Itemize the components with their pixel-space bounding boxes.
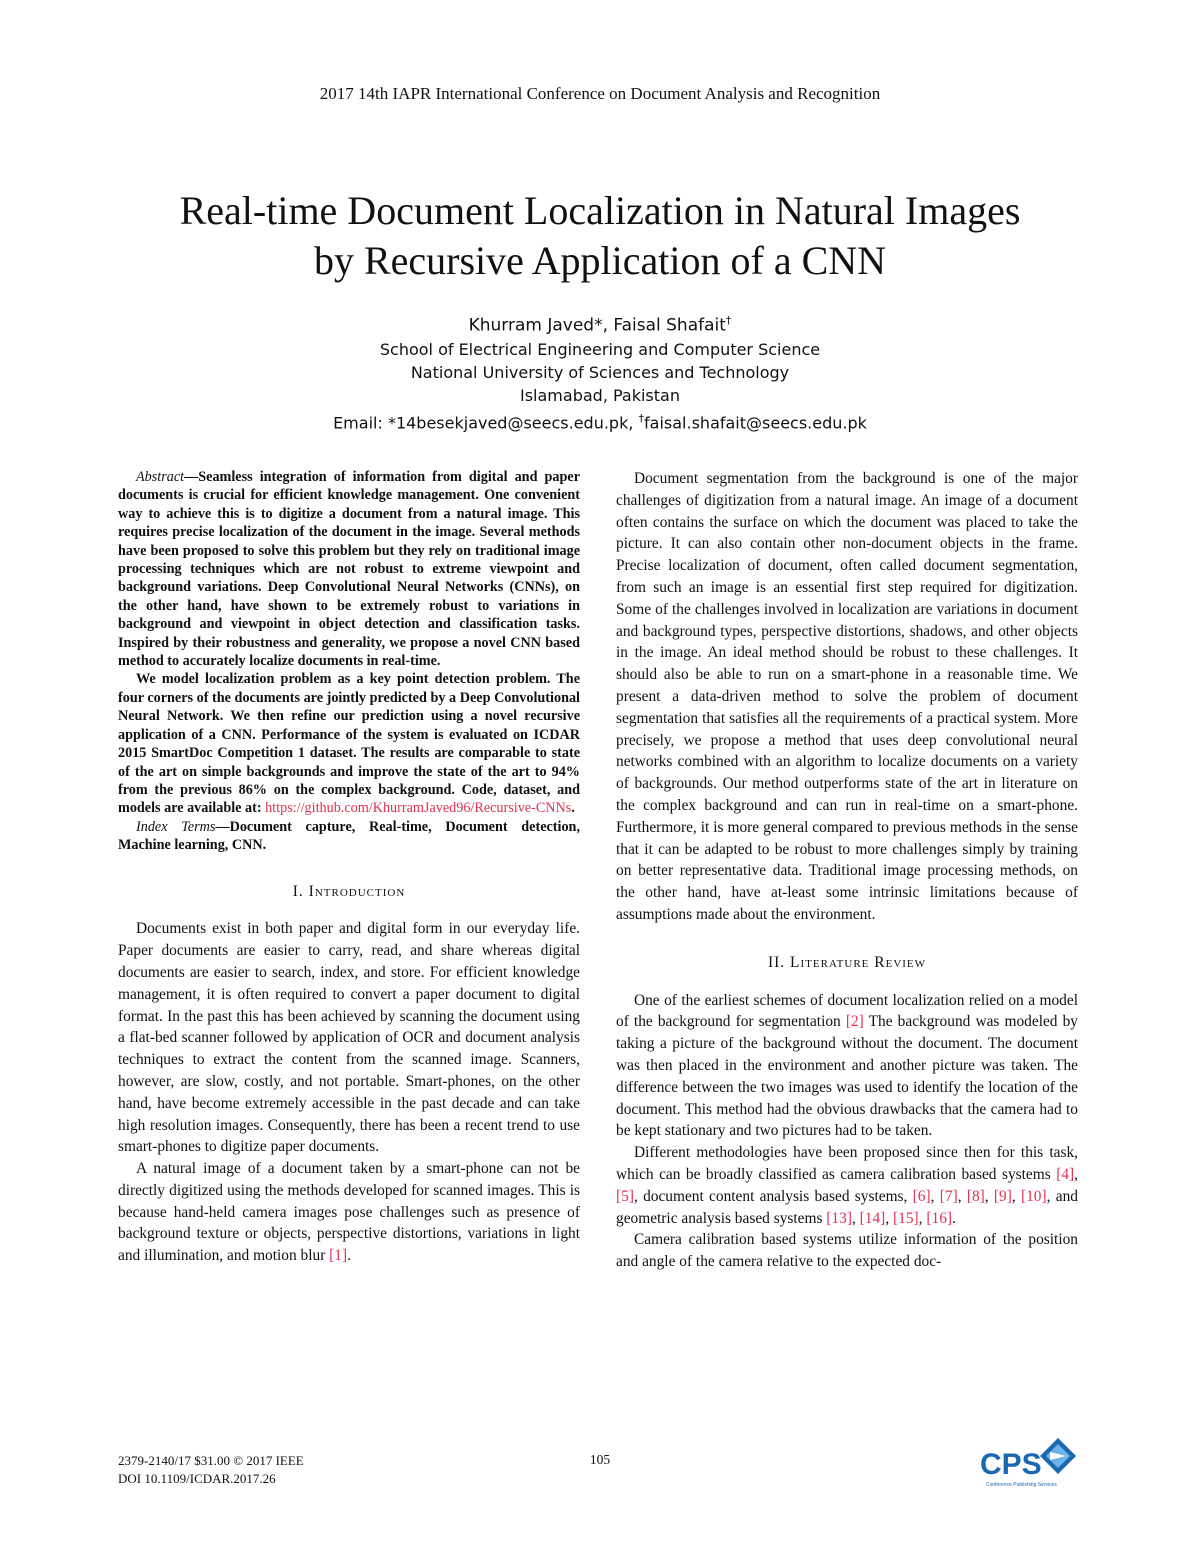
- author-block: [0, 309, 1200, 434]
- citation-9[interactable]: [9]: [993, 1187, 1012, 1205]
- abstract-paragraph-1: Abstract—Seamless integration of information from digital and paper documents is crucial for efficient knowledge management. One convenient way to achieve this is to digitize a document from a natural image. This requires precise localization of the document in the image. Several methods have been proposed to solve this problem but they rely on traditional image processing techniques which are not robust to extreme viewpoint and background variations. Deep Convolutional Neural Networks (CNNs), on the other hand, have shown to be extremely robust to variations in background and viewpoint in object detection and classification tasks. Inspired by their robustness and generality, we propose a novel CNN based method to accurately localize documents in real-time.: [118, 469, 580, 670]
- affiliation-university: National University of Sciences and Technology: [410, 362, 790, 382]
- citation-13[interactable]: [13]: [826, 1209, 852, 1227]
- citation-4[interactable]: [4]: [1056, 1165, 1075, 1183]
- cps-logo-icon: [978, 1434, 1080, 1494]
- lit-paragraph-2: Different methodologies have been proposed since then for this task, which can be broadly classified as camera calibration based systems [4], [5], document content analysis based systems, [6], [7], [8], [9], [10], and geometric analysis based systems [13], [14], [15], [16].: [616, 1144, 1078, 1227]
- index-terms-label: Index Terms: [136, 818, 216, 835]
- citation-15[interactable]: [15]: [893, 1209, 919, 1227]
- citation-10[interactable]: [10]: [1020, 1187, 1047, 1205]
- citation-6[interactable]: [6]: [912, 1187, 931, 1205]
- affiliation-school: School of Electrical Engineering and Computer Science: [379, 339, 821, 359]
- right-column: [616, 468, 1078, 1273]
- citation-5[interactable]: [5]: [616, 1187, 634, 1205]
- abstract: [118, 468, 580, 855]
- intro-paragraph-2: A natural image of a document taken by a smart-phone can not be directly digitized using the methods developed for scanned images. This is because hand-held camera images pose challenges such as presence of background texture or objects, perspective distortions, variations in light and illumination, and motion blur [1].: [118, 1160, 580, 1265]
- citation-8[interactable]: [8]: [966, 1187, 985, 1205]
- title-line-2: by Recursive Application of a CNN: [313, 238, 887, 283]
- intro-paragraph-1: Documents exist in both paper and digital form in our everyday life. Paper documents are easier to carry, read, and share whereas digital documents are easier to search, index, and store. For efficient knowledge management, it is often required to convert a paper document to digital format. In the past this has been achieved by scanning the document using a flat-bed scanner followed by application of OCR and document analysis techniques to extract the content from the scanned image. Scanners, however, are slow, costly, and not portable. Smart-phones, on the other hand, have become extremely accessible in the past decade and can take high resolution images. Consequently, there has been a recent trend to use smart-phones to digitize paper documents.: [118, 920, 580, 1156]
- citation-2[interactable]: [2]: [845, 1013, 864, 1031]
- code-link[interactable]: https://github.com/KhurramJaved96/Recursive-CNNs: [265, 800, 572, 817]
- affiliation-location: Islamabad, Pakistan: [520, 385, 680, 405]
- citation-14[interactable]: [14]: [859, 1209, 886, 1227]
- left-column: [118, 468, 580, 1267]
- segmentation-paragraph: Document segmentation from the background is one of the major challenges of digitization from a natural image. An image of a document often contains the surface on which the document was placed to take the picture. It can also contain other non-document objects in the frame. Precise localization of document, often called document segmentation, from such an image is an essential first step required for digitization. Some of the challenges involved in localization are variations in document and background types, perspective distortions, shadows, and other objects in the image. An ideal method should be robust to these challenges. It should also be able to run on a smart-phone in a reasonable time. We present a data-driven method to solve the problem of document segmentation that satisfies all the requirements of a practical system. More precisely, we propose a method that uses deep convolutional neural networks combined with an algorithm to localize documents on a variety of backgrounds. Our method outperforms state of the art in literature on the complex background and can run in real-time on a smart-phone. Furthermore, it is more general compared to previous methods in the sense that it can be adapted to be robust to more challenges simply by training on better representative data. Traditional image processing methods, on the other hand, have at-least some intrinsic limitations because of assumptions made about the environment.: [616, 470, 1078, 923]
- author-emails: Email: *14besekjaved@seecs.edu.pk, †faisal.shafait@seecs.edu.pk: [333, 411, 867, 432]
- citation-7[interactable]: [7]: [939, 1187, 958, 1205]
- citation-16[interactable]: [16]: [926, 1209, 953, 1227]
- logo-subtext: Conference Publishing Services: [986, 1482, 1057, 1488]
- paper-title: [60, 186, 1140, 286]
- section-heading-literature-review: II. Literature Review: [767, 953, 927, 971]
- abstract-label: Abstract: [136, 469, 185, 485]
- page-number: 105: [589, 1452, 611, 1467]
- author-names: Khurram Javed*, Faisal Shafait†: [468, 314, 732, 336]
- logo-text: CPS: [980, 1448, 1042, 1481]
- section-heading-introduction: I. Introduction: [292, 882, 406, 900]
- citation-1[interactable]: [1]: [329, 1247, 348, 1265]
- lit-paragraph-1: One of the earliest schemes of document localization relied on a model of the background for segmentation [2] The background was modeled by taking a picture of the background without the document. The document was then placed in the environment and another picture was taken. The difference between the two images was used to identify the location of the document. This method had the obvious drawbacks that the camera had to be kept stationary and two pictures had to be taken.: [616, 991, 1078, 1140]
- footer-doi: DOI 10.1109/ICDAR.2017.26: [118, 1471, 276, 1486]
- lit-paragraph-3: Camera calibration based systems utilize information of the position and angle of the camera relative to the expected doc-: [616, 1231, 1078, 1271]
- title-line-1: Real-time Document Localization in Natural Images: [179, 188, 1021, 233]
- index-terms: Index Terms—Document capture, Real-time, Document detection, Machine learning, CNN.: [118, 818, 580, 854]
- footer-price-line: 2379-2140/17 $31.00 © 2017 IEEE: [118, 1453, 304, 1468]
- abstract-paragraph-2: We model localization problem as a key point detection problem. The four corners of the documents are jointly predicted by a Deep Convolutional Neural Network. We then refine our prediction using a novel recursive application of a CNN. Performance of the system is evaluated on ICDAR 2015 SmartDoc Competition 1 dataset. The results are comparable to state of the art on simple backgrounds and improve the state of the art to 94% from the previous 86% on the complex background. Code, dataset, and models are available at: https://github.com/KhurramJaved96/Recursive-CNNs.: [118, 671, 580, 817]
- conference-header: 2017 14th IAPR International Conference on Document Analysis and Recognition: [319, 84, 881, 103]
